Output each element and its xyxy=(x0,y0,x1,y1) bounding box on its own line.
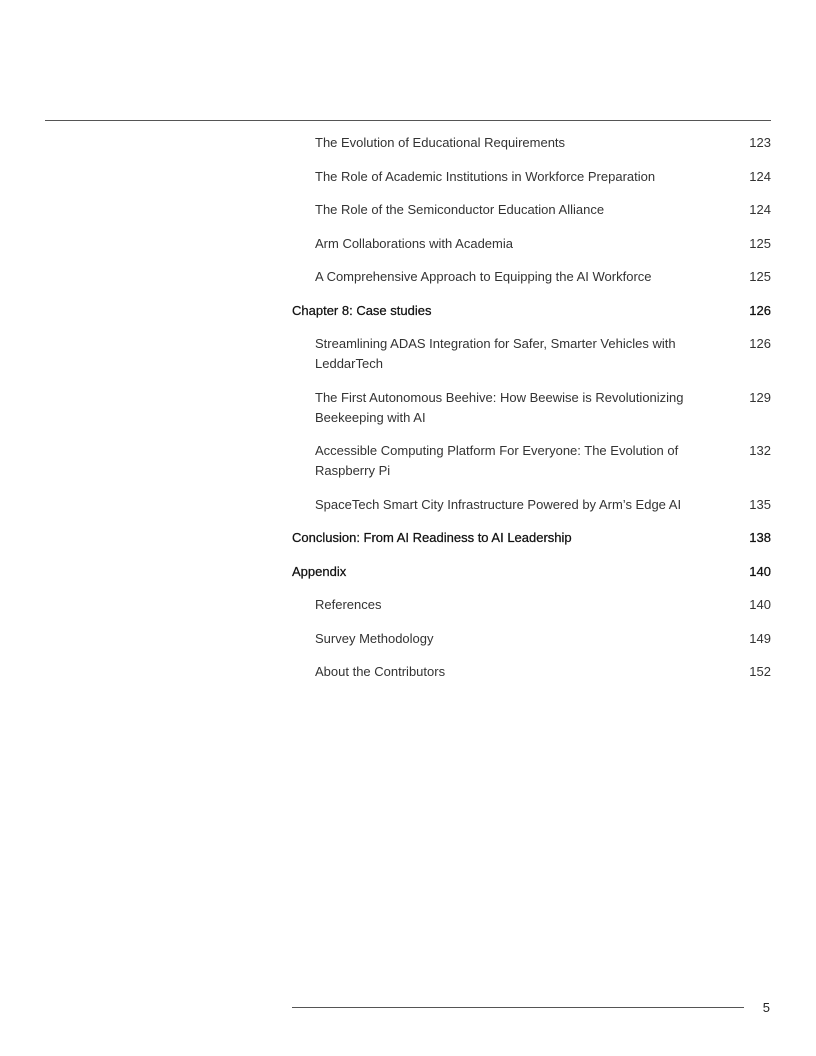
toc-entry-page: 124 xyxy=(749,202,771,217)
toc-entry-references[interactable] xyxy=(292,595,771,615)
toc-entry-page: 140 xyxy=(749,563,771,579)
toc-entry-title: References xyxy=(315,597,382,612)
toc-entry-title: Survey Methodology xyxy=(315,630,434,646)
toc-entry-title: The Role of Academic Institutions in Workforce Preparation xyxy=(315,168,656,184)
toc-entry-title: Streamlining ADAS Integration for Safer, Smarter Vehicles with LeddarTech xyxy=(315,336,676,371)
page-number: 5 xyxy=(762,1000,770,1015)
toc-entry-page: 126 xyxy=(749,336,771,351)
toc-entry-page: 124 xyxy=(749,168,771,184)
toc-entry-equipping-ai-workforce[interactable] xyxy=(292,267,771,287)
toc-entry-title: A Comprehensive Approach to Equipping the AI Workforce xyxy=(315,269,652,284)
toc-entry-raspberry-pi[interactable] xyxy=(292,441,771,481)
toc-entry-title: The First Autonomous Beehive: How Beewise is Revolutionizing Beekeeping with AI xyxy=(315,389,684,425)
toc-entry-page: 152 xyxy=(749,664,771,679)
toc-entry-page: 149 xyxy=(749,630,771,646)
toc-entry-evolution-educational-requirements[interactable] xyxy=(292,133,771,153)
toc-entry-appendix[interactable] xyxy=(292,562,771,582)
toc-entry-leddartech[interactable] xyxy=(292,334,771,374)
toc-entry-title: Appendix xyxy=(292,563,347,579)
table-of-contents xyxy=(292,133,771,696)
toc-entry-survey-methodology[interactable] xyxy=(292,629,771,649)
toc-entry-beewise[interactable] xyxy=(292,388,771,428)
toc-entry-about-contributors[interactable] xyxy=(292,662,771,682)
toc-entry-arm-collaborations[interactable] xyxy=(292,234,771,254)
toc-entry-page: 135 xyxy=(749,496,771,512)
toc-entry-academic-institutions[interactable] xyxy=(292,167,771,187)
toc-entry-page: 140 xyxy=(749,597,771,612)
toc-entry-title: Conclusion: From AI Readiness to AI Leadership xyxy=(292,530,572,545)
toc-entry-page: 125 xyxy=(749,235,771,251)
header-divider xyxy=(45,120,771,121)
toc-entry-page: 123 xyxy=(749,135,771,150)
toc-entry-semiconductor-education-alliance[interactable] xyxy=(292,200,771,220)
toc-entry-title: The Evolution of Educational Requirements xyxy=(315,135,566,150)
toc-entry-page: 129 xyxy=(749,389,771,405)
toc-entry-title: The Role of the Semiconductor Education Alliance xyxy=(315,202,605,217)
toc-entry-page: 132 xyxy=(749,443,771,458)
toc-entry-title: Arm Collaborations with Academia xyxy=(315,235,513,251)
toc-entry-title: Chapter 8: Case studies xyxy=(292,302,432,318)
toc-entry-conclusion[interactable] xyxy=(292,528,771,548)
toc-entry-page: 125 xyxy=(749,269,771,284)
toc-entry-page: 138 xyxy=(749,530,771,545)
toc-entry-title: Accessible Computing Platform For Everyone: The Evolution of Raspberry Pi xyxy=(315,443,679,478)
footer-divider xyxy=(292,1007,744,1008)
toc-entry-page: 126 xyxy=(749,302,771,318)
toc-entry-title: SpaceTech Smart City Infrastructure Powered by Arm’s Edge AI xyxy=(315,496,682,512)
toc-entry-spacetech[interactable] xyxy=(292,495,771,515)
toc-entry-chapter-8[interactable] xyxy=(292,301,771,321)
toc-entry-title: About the Contributors xyxy=(315,664,446,679)
